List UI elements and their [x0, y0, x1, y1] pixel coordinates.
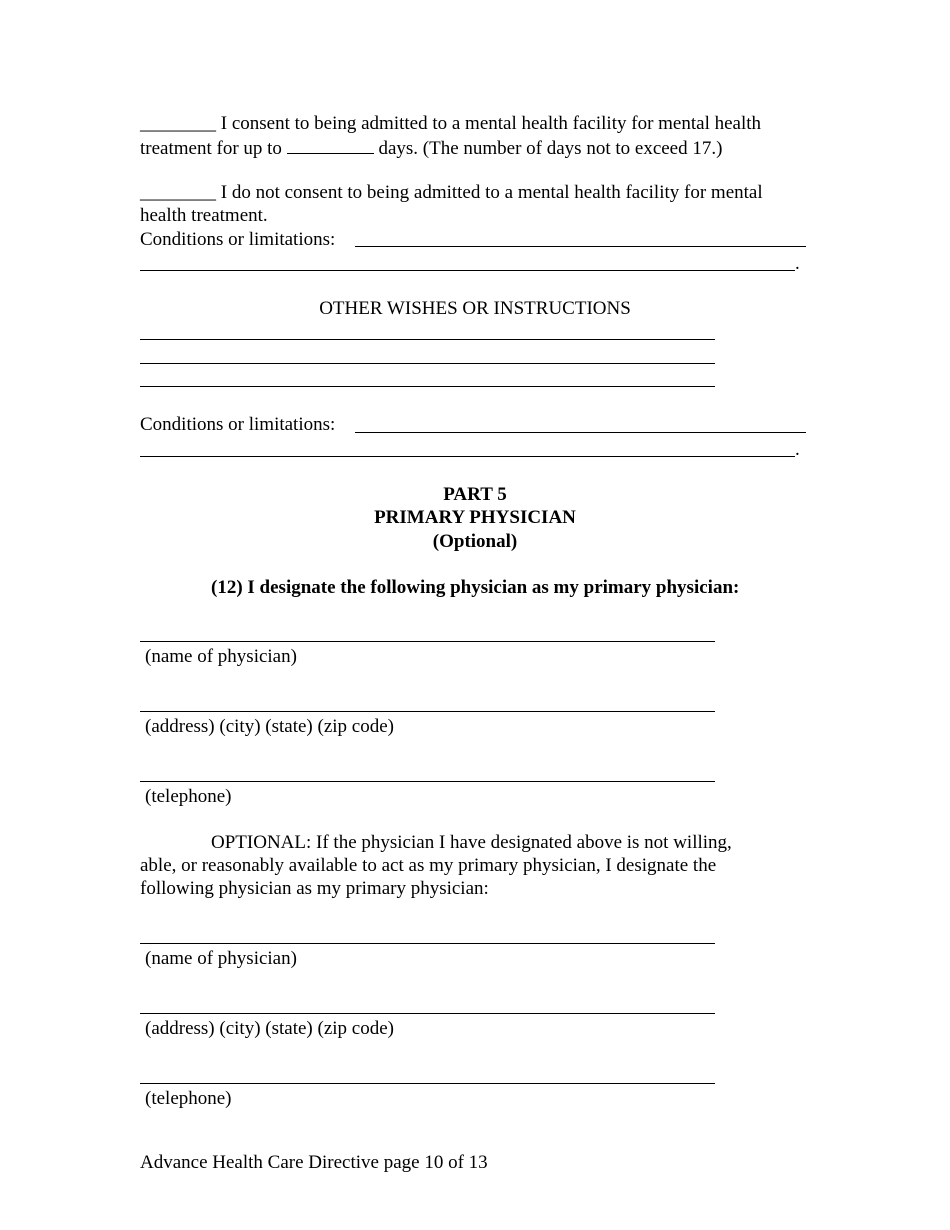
other-wishes-heading: OTHER WISHES OR INSTRUCTIONS: [319, 298, 631, 319]
consent-line-1: [140, 112, 820, 135]
primary-address-line[interactable]: [140, 711, 715, 712]
conditions-2-end-mark: .: [795, 439, 800, 460]
no-consent-line-1: [140, 181, 820, 204]
primary-name-line[interactable]: [140, 641, 715, 642]
consent-text-days-suffix: days. (The number of days not to exceed 17.): [373, 138, 723, 159]
page-footer: Advance Health Care Directive page 10 of 13: [140, 1152, 488, 1173]
consent-line-2: [140, 135, 820, 160]
consent-text: I consent to being admitted to a mental health facility for mental health: [216, 113, 762, 134]
primary-telephone-label: (telephone): [145, 786, 232, 807]
alternate-line-3: following physician as my primary physician:: [140, 878, 489, 899]
days-blank[interactable]: [287, 135, 374, 154]
primary-address-label: (address) (city) (state) (zip code): [145, 716, 394, 737]
conditions-1-line-b[interactable]: [140, 270, 795, 271]
alternate-name-line[interactable]: [140, 943, 715, 944]
primary-telephone-line[interactable]: [140, 781, 715, 782]
no-consent-initial-blank[interactable]: ________: [140, 182, 216, 203]
consent-text-days-prefix: treatment for up to: [140, 138, 287, 159]
no-consent-text: I do not consent to being admitted to a mental health facility for mental: [216, 182, 763, 203]
no-consent-line-2: health treatment.: [140, 205, 268, 226]
part-5-label: PART 5: [443, 484, 507, 505]
other-wishes-line-1[interactable]: [140, 339, 715, 340]
alternate-telephone-line[interactable]: [140, 1083, 715, 1084]
part-5-optional: (Optional): [432, 531, 518, 552]
conditions-2-line-a[interactable]: [355, 432, 806, 433]
conditions-2-label: Conditions or limitations:: [140, 414, 336, 435]
conditions-2-line-b[interactable]: [140, 456, 795, 457]
consent-initial-blank[interactable]: ________: [140, 113, 216, 134]
alternate-address-line[interactable]: [140, 1013, 715, 1014]
alternate-telephone-label: (telephone): [145, 1088, 232, 1109]
conditions-1-label: Conditions or limitations:: [140, 229, 336, 250]
conditions-1-end-mark: .: [795, 253, 800, 274]
other-wishes-line-3[interactable]: [140, 386, 715, 387]
primary-name-label: (name of physician): [145, 646, 297, 667]
alternate-name-label: (name of physician): [145, 948, 297, 969]
alternate-address-label: (address) (city) (state) (zip code): [145, 1018, 394, 1039]
alternate-line-2: able, or reasonably available to act as my primary physician, I designate the: [140, 855, 717, 876]
alternate-line-1: OPTIONAL: If the physician I have designated above is not willing,: [211, 832, 732, 853]
designate-statement: (12) I designate the following physician as my primary physician:: [211, 577, 740, 598]
conditions-1-line-a[interactable]: [355, 246, 806, 247]
other-wishes-line-2[interactable]: [140, 363, 715, 364]
part-5-title: PRIMARY PHYSICIAN: [374, 507, 576, 528]
